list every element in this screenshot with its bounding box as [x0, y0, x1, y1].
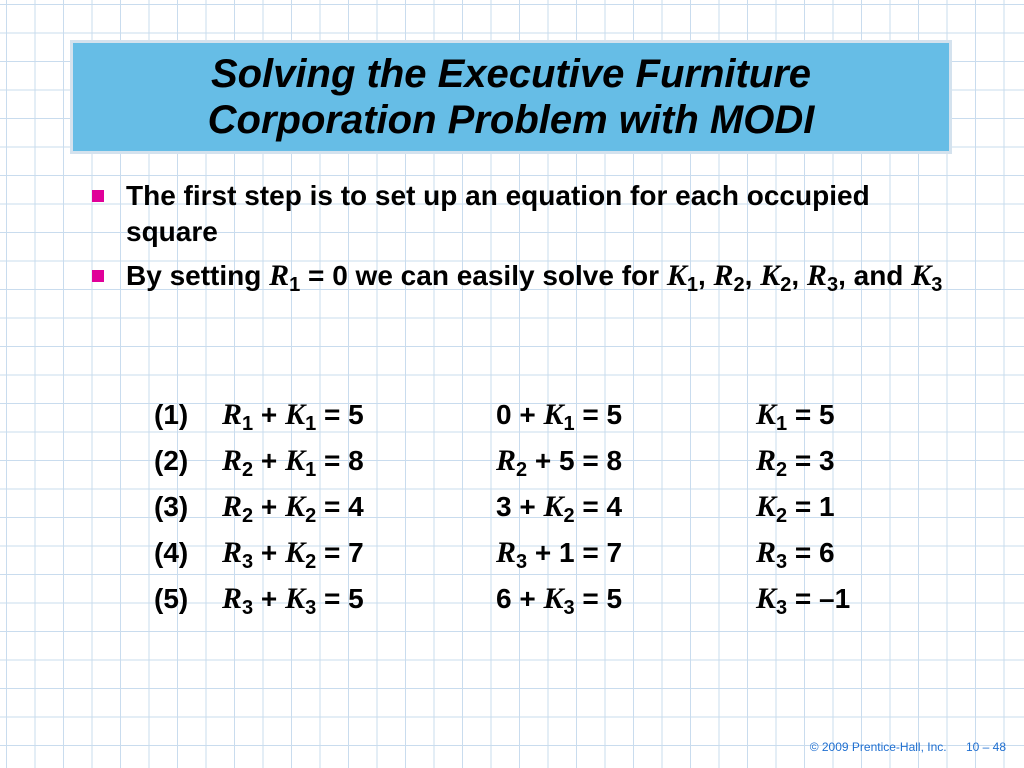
equation-solution: $R_2 = 3$ [756, 444, 835, 481]
equation-substituted: $R_2 + 5 = 8$ [496, 444, 623, 481]
bullet-list [88, 178, 968, 305]
bullet-text-1: The first step is to set up an equation for each occupied square [126, 180, 870, 247]
bullet-text-2b: = 0 we can easily solve for [300, 260, 667, 291]
equation-number: (2) [154, 445, 189, 476]
equation-number: (5) [154, 583, 189, 614]
equation-number: (1) [154, 399, 189, 430]
slide-footer [794, 740, 1006, 754]
equation-solution: $R_3 = 6$ [756, 536, 835, 573]
equation-substituted: $R_3 + 1 = 7$ [496, 536, 623, 573]
copyright-text: © 2009 Prentice-Hall, Inc. [809, 740, 947, 754]
equation-original: $R_2 + K_2 = 4$ [222, 490, 364, 527]
slide-title-line-2: Corporation Problem with MODI [207, 98, 815, 142]
bullet-text-2a: By setting [126, 260, 270, 291]
equation-original: $R_1 + K_1 = 5$ [222, 398, 364, 435]
equation-solution: $K_1 = 5$ [756, 398, 835, 435]
equation-original: $R_2 + K_1 = 8$ [222, 444, 364, 481]
equation-original: $R_3 + K_3 = 5$ [222, 582, 364, 619]
equation-number: (3) [154, 491, 189, 522]
page-number: 10 – 48 [965, 740, 1006, 754]
equation-substituted: $3 + K_2 = 4$ [496, 490, 623, 527]
bullet-item-1 [88, 178, 968, 250]
equation-solution: $K_2 = 1$ [756, 490, 835, 527]
equation-number: (4) [154, 537, 189, 568]
bullet-text-2c: , and [838, 260, 912, 291]
slide-title-line-1: Solving the Executive Furniture [210, 52, 812, 96]
bullet-square-icon [92, 270, 104, 282]
equation-substituted: $0 + K_1 = 5$ [496, 398, 623, 435]
bullet-item-2: By setting $R_1 = 0$ we can easily solve for $K_1$, $R_2$, $K_2$, $R_3$, and $K_3$ [88, 258, 968, 297]
equation-original: $R_3 + K_2 = 7$ [222, 536, 364, 573]
slide-title-box [70, 40, 952, 154]
bullet-square-icon [92, 190, 104, 202]
equation-substituted: $6 + K_3 = 5$ [496, 582, 623, 619]
equation-solution: $K_3 = -1$ [756, 582, 851, 619]
